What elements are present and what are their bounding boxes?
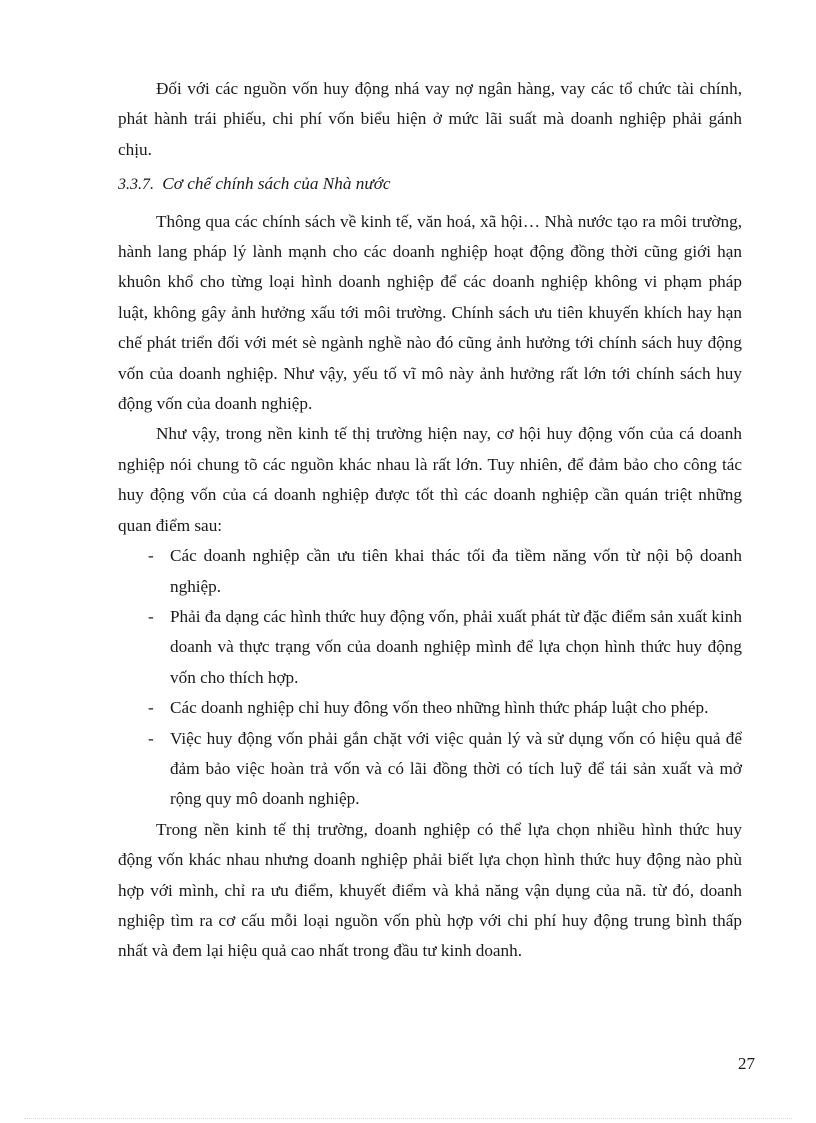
page-number: 27 bbox=[738, 1054, 755, 1073]
list-dash-marker: - bbox=[148, 606, 154, 626]
list-item bbox=[118, 602, 742, 693]
list-item bbox=[118, 541, 742, 602]
section-heading bbox=[118, 169, 742, 200]
page-content bbox=[118, 74, 742, 967]
list-dash-marker: - bbox=[148, 728, 154, 748]
paragraph-choose-mobilization: Trong nền kinh tế thị trường, doanh nghiệp có thể lựa chọn nhiều hình thức huy động vốn khác nhau nhưng doanh nghiệp phải biết lựa chọn hình thức huy động nào phù hợp với mình, chỉ ra ưu điểm, khuyết điểm và khả năng vận dụng của nã. từ đó, doanh nghiệp tìm ra cơ cấu mỗi loại nguồn vốn phù hợp với chi phí huy động trung bình thấp nhất và đem lại hiệu quả cao nhất trong đầu tư kinh doanh. bbox=[118, 819, 742, 961]
list-item bbox=[118, 724, 742, 815]
list-item-text: Các doanh nghiệp chỉ huy đông vốn theo những hình thức pháp luật cho phép. bbox=[170, 698, 709, 718]
list-item bbox=[118, 693, 742, 723]
footer-divider bbox=[24, 1118, 792, 1119]
section-number: 3.3.7. bbox=[118, 176, 154, 194]
principles-list bbox=[118, 541, 742, 815]
list-item-text: Các doanh nghiệp cần ưu tiên khai thác tối đa tiềm năng vốn từ nội bộ doanh nghiệp. bbox=[170, 546, 742, 596]
paragraph-market-opportunity: Như vậy, trong nền kinh tế thị trường hiện nay, cơ hội huy động vốn của cá doanh nghiệp nói chung tõ các nguồn khác nhau là rất lớn. Tuy nhiên, để đảm bảo cho công tác huy động vốn của cá doanh nghiệp được tốt thì các doanh nghiệp cần quán triệt những quan điểm sau: bbox=[118, 424, 742, 535]
list-dash-marker: - bbox=[148, 698, 154, 718]
paragraph-state-policy: Thông qua các chính sách về kinh tế, văn hoá, xã hội… Nhà nước tạo ra môi trường, hành lang pháp lý lành mạnh cho các doanh nghiệp hoạt động đồng thời cũng giới hạn khuôn khổ cho từng loại hình doanh nghiệp để các doanh nghiệp không vi phạm pháp luật, không gây ảnh hưởng xấu tới môi trường. Chính sách ưu tiên khuyến khích hay hạn chế phát triển đối với mét sè ngành nghề nào đó cũng ảnh hưởng tới chính sách huy động vốn của doanh nghiệp. Như vậy, yếu tố vĩ mô này ảnh hưởng rất lớn tới chính sách huy động vốn của doanh nghiệp. bbox=[118, 211, 742, 414]
list-item-text: Việc huy động vốn phải gắn chặt với việc quản lý và sử dụng vốn có hiệu quả để đảm bảo việc hoàn trả vốn và có lãi đồng thời có tích luỹ để tái sản xuất và mở rộng quy mô doanh nghiệp. bbox=[170, 728, 742, 809]
list-item-text: Phải đa dạng các hình thức huy động vốn, phải xuất phát từ đặc điểm sản xuất kinh doanh và thực trạng vốn của doanh nghiệp mình để lựa chọn hình thức huy động vốn cho thích hợp. bbox=[170, 606, 742, 687]
section-title: Cơ chế chính sách của Nhà nước bbox=[162, 174, 391, 194]
paragraph-loan-capital: Đối với các nguồn vốn huy động nhá vay nợ ngân hàng, vay các tổ chức tài chính, phát hành trái phiếu, chi phí vốn biểu hiện ở mức lãi suất mà doanh nghiệp phải gánh chịu. bbox=[118, 79, 742, 159]
list-dash-marker: - bbox=[148, 546, 154, 566]
